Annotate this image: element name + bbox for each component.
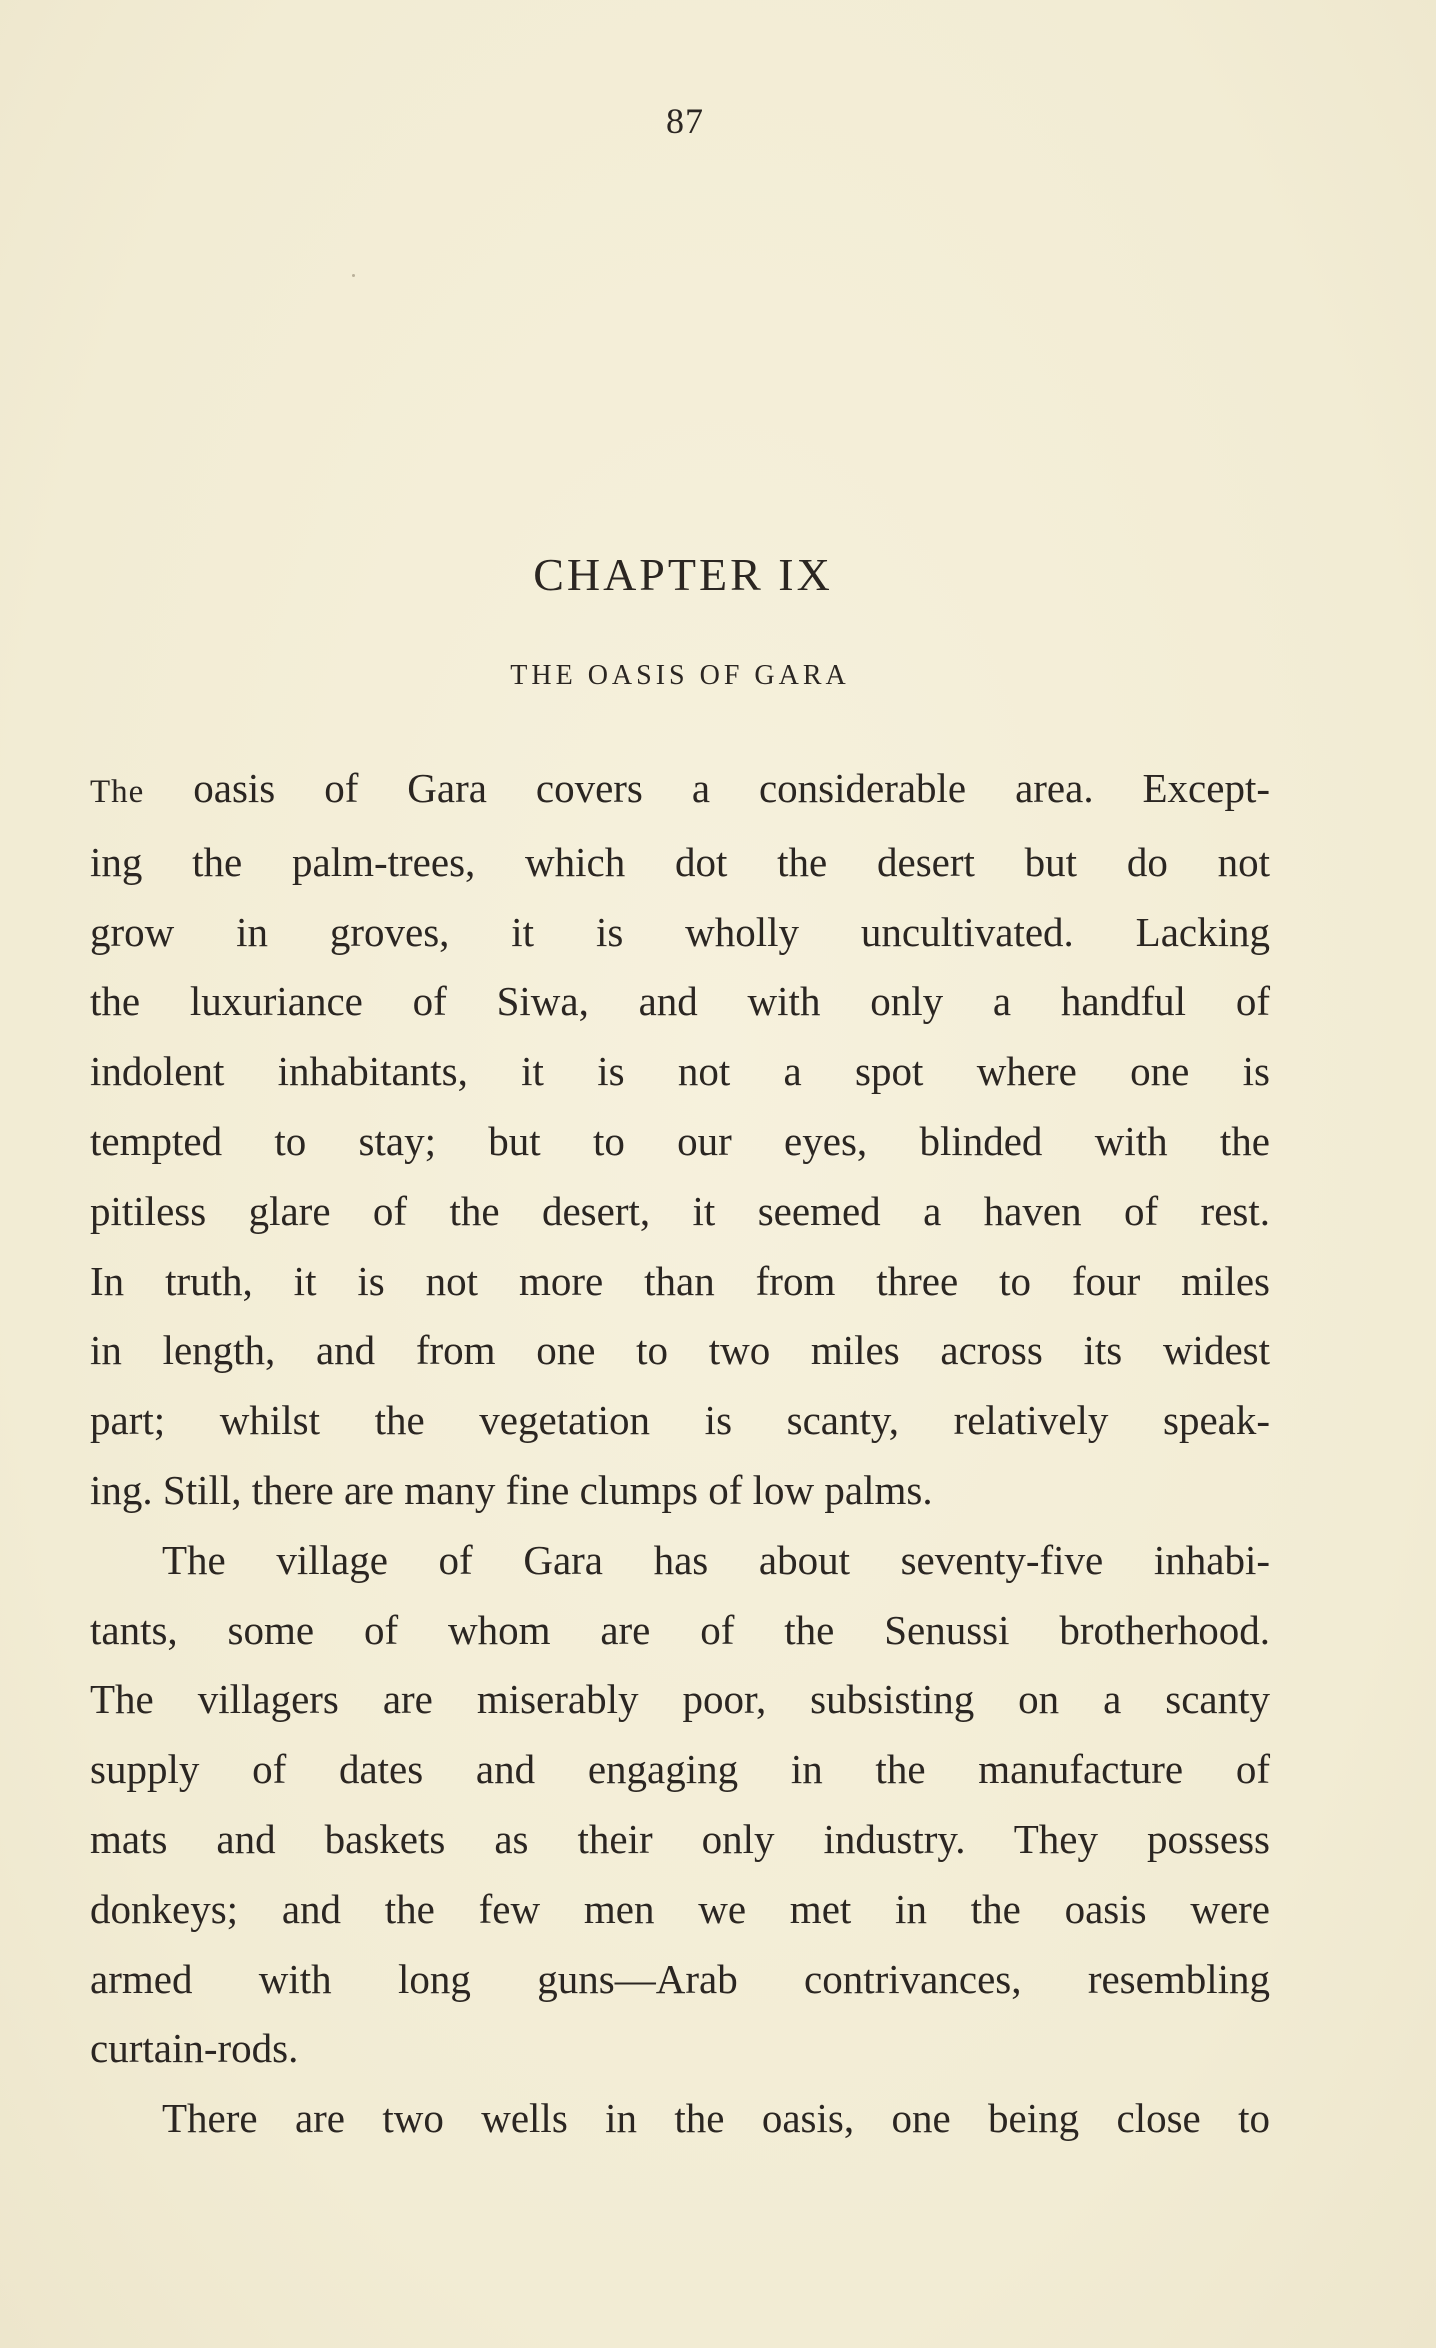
text-line: grow in groves, it is wholly uncultivated. Lacking: [90, 908, 1270, 955]
paper-speck: [352, 274, 355, 277]
text-line: ing. Still, there are many fine clumps of low palms.: [90, 1466, 933, 1513]
text-line: ing the palm-trees, which dot the desert but do not: [90, 838, 1270, 885]
text-line: armed with long guns—Arab contrivances, resembling: [90, 1955, 1270, 2002]
text-line: the luxuriance of Siwa, and with only a handful of: [90, 978, 1270, 1025]
text-line: tempted to stay; but to our eyes, blinded with the: [90, 1117, 1270, 1164]
text-line: donkeys; and the few men we met in the oasis were: [90, 1885, 1270, 1932]
text-line: In truth, it is not more than from three to four miles: [90, 1257, 1270, 1304]
text-line: indolent inhabitants, it is not a spot where one is: [90, 1048, 1270, 1095]
text-line: tants, some of whom are of the Senussi brotherhood.: [90, 1606, 1270, 1653]
text-line: curtain-rods.: [90, 2025, 299, 2072]
chapter-subtitle: THE OASIS OF GARA: [510, 660, 850, 691]
text-line: pitiless glare of the desert, it seemed a haven of rest.: [90, 1187, 1270, 1234]
text-line: part; whilst the vegetation is scanty, relatively speak-: [90, 1397, 1270, 1444]
line-text: oasis of Gara covers a considerable area. Except-: [144, 765, 1270, 811]
lead-word: The: [90, 774, 145, 810]
text-line: [90, 754, 1270, 828]
text-line: The village of Gara has about seventy-five inhabi-: [162, 1536, 1270, 1583]
body-text: [90, 754, 1270, 2154]
chapter-title: CHAPTER IX: [533, 549, 833, 600]
text-line: in length, and from one to two miles across its widest: [90, 1327, 1270, 1374]
text-line: mats and baskets as their only industry. They possess: [90, 1815, 1270, 1862]
text-line: The villagers are miserably poor, subsisting on a scanty: [90, 1676, 1270, 1723]
text-line: supply of dates and engaging in the manufacture of: [90, 1746, 1270, 1793]
text-line: There are two wells in the oasis, one being close to: [162, 2095, 1270, 2142]
page-number: 87: [666, 101, 704, 141]
